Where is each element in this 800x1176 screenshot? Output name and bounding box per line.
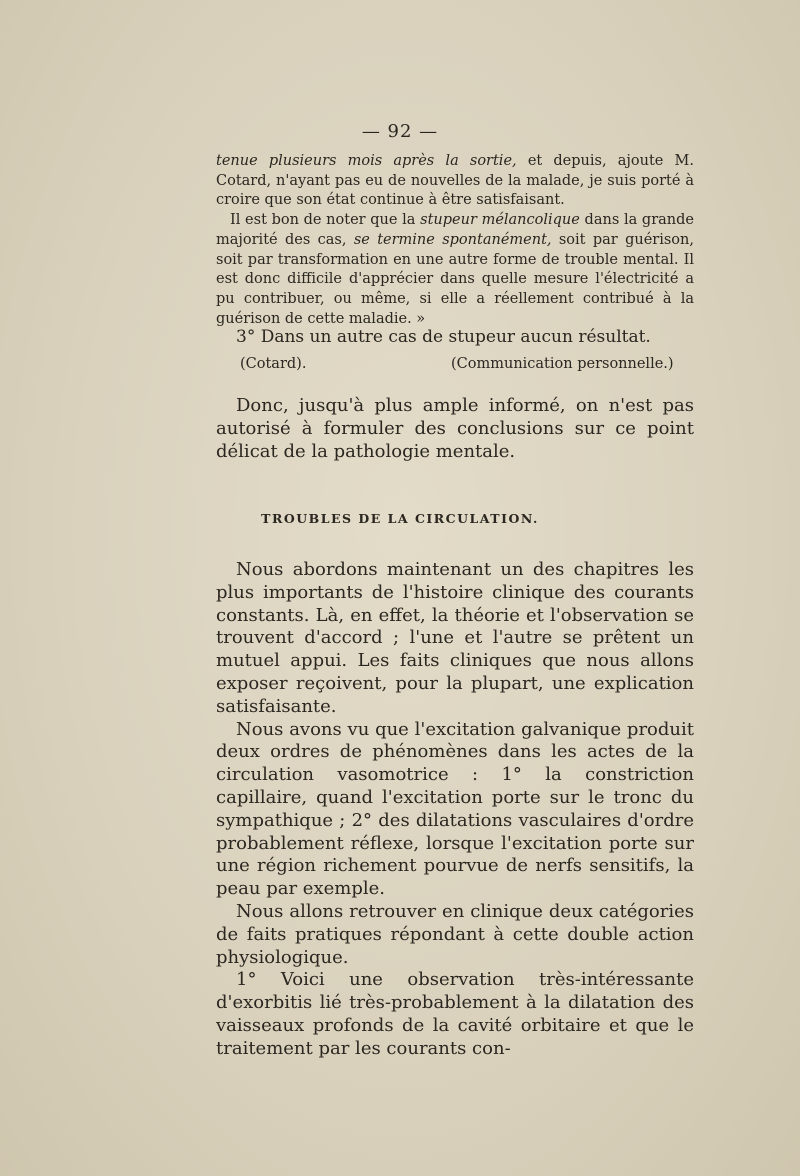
quote-text: et depuis, ajoute M. Cotard, n'ayant pas eu de nouvelles de la malade, je suis porté à croire que son état continue à être satisfaisant. xyxy=(216,153,694,209)
section-heading: TROUBLES DE LA CIRCULATION. xyxy=(261,511,539,526)
quote-part-2: dans la grande majorité des cas, xyxy=(216,212,694,248)
conclusion-text: Donc, jusqu'à plus ample informé, on n'est pas autorisé à formuler des conclusions sur ce point délicat de la pathologie mentale. xyxy=(216,395,694,462)
quote-italic-1: stupeur mélancolique xyxy=(420,212,580,229)
quote-part-1: Il est bon de noter que la xyxy=(230,212,421,229)
page-number: — 92 — xyxy=(361,121,439,142)
body-paragraph-2: Nous avons vu que l'excitation galvanique produit deux ordres de phénomènes dans les actes de la circulation vasomotrice : 1° la constriction capillaire, quand l'excitation porte sur le tronc du sympathique ; 2° des dilatations vasculaires d'ordre probablement réflexe, lorsque l'excitation porte sur une région richement pourvue de nerfs sensitifs, la peau par exemple. xyxy=(216,718,694,900)
case-3-note: (Communication personnelle.) xyxy=(451,356,674,372)
body-paragraph-3: Nous allons retrouver en clinique deux catégories de faits pratiques répondant à cette double action physiologique. xyxy=(216,900,694,968)
quote-part-3: soit par guérison, soit par transformation en une autre forme de trouble mental. Il est donc difficile d'apprécier dans quelle mesure l'électricité a pu contribuer, ou même, si elle a réellement contribué à la guérison de cette maladie. » xyxy=(216,231,694,327)
case-3-line: 3° Dans un autre cas de stupeur aucun résultat. xyxy=(236,327,651,347)
quote-italic-2: se termine spontanément, xyxy=(353,231,552,248)
quote-paragraph-2 xyxy=(216,211,694,329)
conclusion-paragraph xyxy=(216,395,694,463)
quoted-text xyxy=(216,152,694,329)
quote-paragraph-1 xyxy=(216,152,694,211)
italic-lead: tenue plusieurs mois après la sortie, xyxy=(216,153,517,169)
case-3-source: (Cotard). xyxy=(240,356,307,372)
body-paragraph-4: 1° Voici une observation très-intéressante d'exorbitis lié très-probablement à la dilatation des vaisseaux profonds de la cavité orbitaire et que le traitement par les courants con- xyxy=(216,969,694,1059)
body-paragraph-1: Nous abordons maintenant un des chapitres les plus importants de l'histoire clinique des courants constants. Là, en effet, la théorie et l'observation se trouvent d'accord ; l'une et l'autre se prêtent un mutuel appui. Les faits cliniques que nous allons exposer reçoivent, pour la plupart, une explication satisfaisante. xyxy=(216,559,694,717)
section-body xyxy=(216,559,694,1061)
